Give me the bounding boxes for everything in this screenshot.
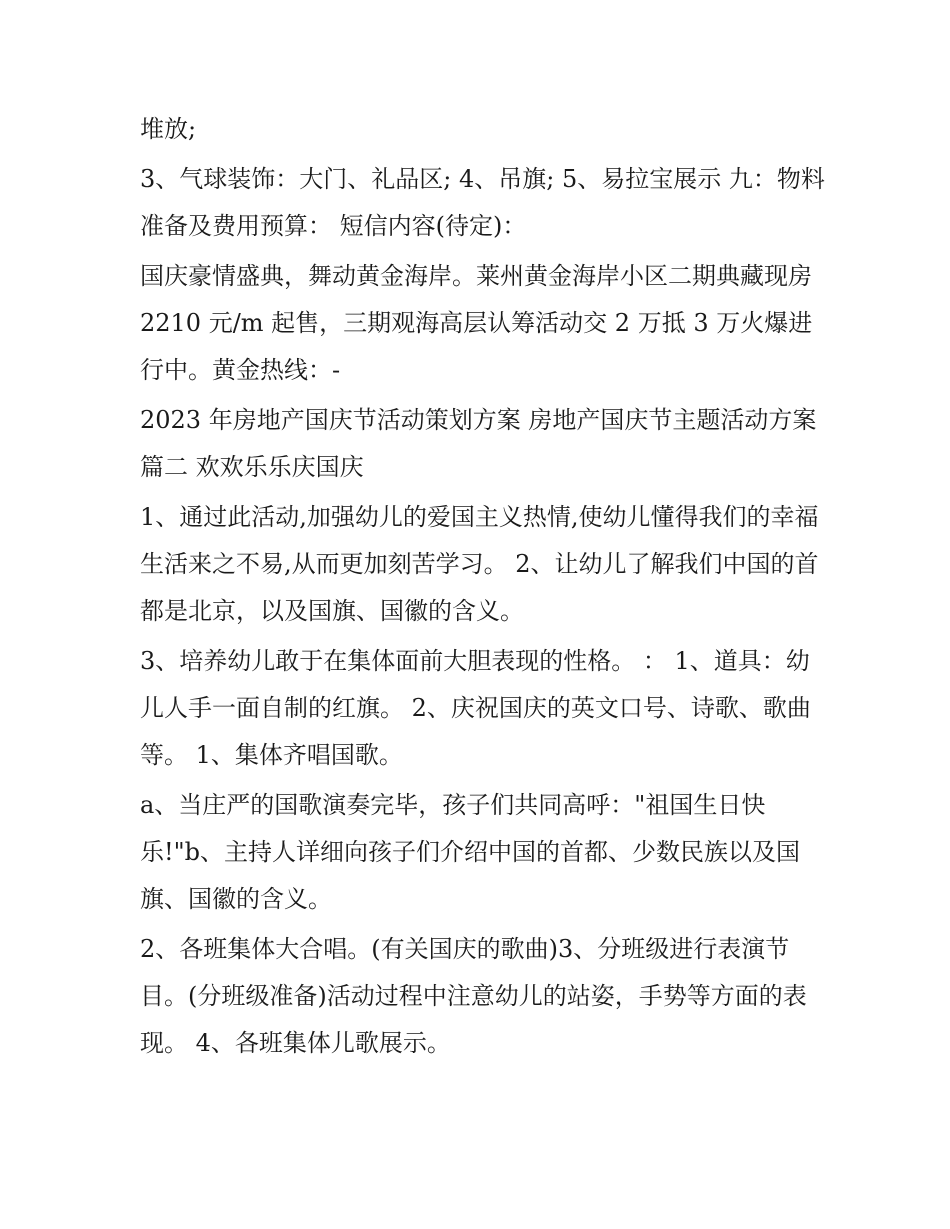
paragraph: 国庆豪情盛典，舞动黄金海岸。莱州黄金海岸小区二期典藏现房 2210 元/m 起售，三期观海高层认筹活动交 2 万抵 3 万火爆进行中。黄金热线：-	[140, 262, 813, 384]
paragraph: 堆放;	[140, 115, 197, 143]
paragraph: 3、气球装饰：大门、礼品区; 4、吊旗; 5、易拉宝展示 九：物料准备及费用预算： 短信内容(待定)：	[140, 165, 825, 240]
document-body	[140, 106, 830, 1070]
paragraph: 2023 年房地产国庆节活动策划方案 房地产国庆节主题活动方案篇二 欢欢乐乐庆国庆	[140, 406, 817, 481]
paragraph: 2、各班集体大合唱。(有关国庆的歌曲)3、分班级进行表演节目。(分班级准备)活动过程中注意幼儿的站姿，手势等方面的表现。 4、各班集体儿歌展示。	[140, 935, 807, 1057]
paragraph: a、当庄严的国歌演奏完毕，孩子们共同高呼："祖国生日快乐!"b、主持人详细向孩子们介绍中国的首都、少数民族以及国旗、国徽的含义。	[140, 791, 801, 913]
paragraph: 3、培养幼儿敢于在集体面前大胆表现的性格。 ： 1、道具：幼儿人手一面自制的红旗。 2、庆祝国庆的英文口号、诗歌、歌曲等。 1、集体齐唱国歌。	[140, 647, 811, 769]
paragraph: 1、通过此活动,加强幼儿的爱国主义热情,使幼儿懂得我们的幸福生活来之不易,从而更加刻苦学习。 2、让幼儿了解我们中国的首都是北京，以及国旗、国徽的含义。	[140, 503, 819, 625]
